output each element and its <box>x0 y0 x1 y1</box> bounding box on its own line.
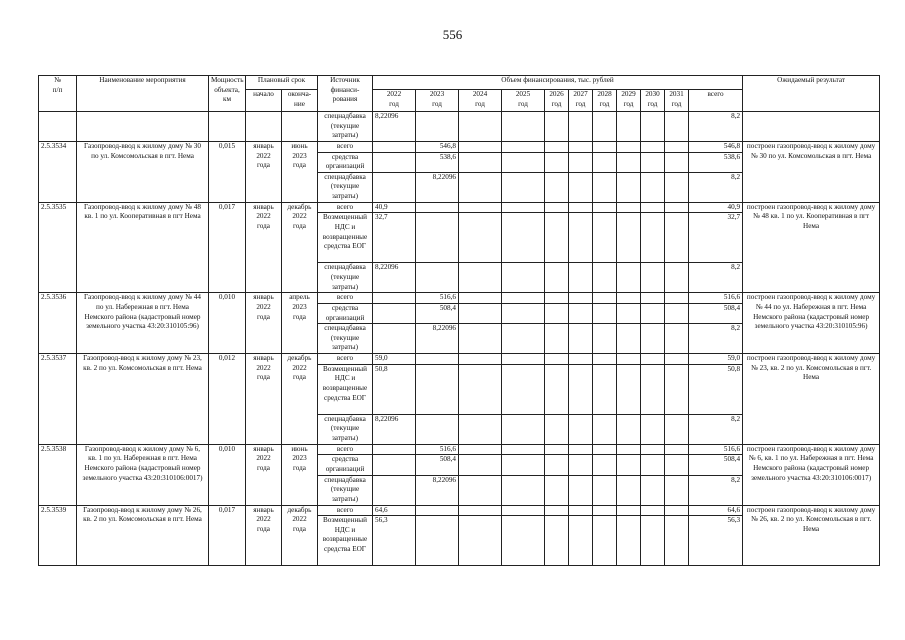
value-total: 8,2 <box>689 112 743 142</box>
value-2022 <box>373 324 416 354</box>
value-empty <box>641 444 665 455</box>
value-empty <box>593 293 617 304</box>
value-2022: 8,22096 <box>373 112 416 142</box>
funding-source: всего <box>318 444 373 455</box>
measure-name <box>77 112 209 142</box>
value-empty <box>665 303 689 323</box>
value-empty <box>569 455 593 475</box>
value-empty <box>502 303 545 323</box>
value-2023: 516,6 <box>416 293 459 304</box>
end-date: апрель 2023 года <box>282 293 318 354</box>
value-empty <box>665 414 689 444</box>
value-2023 <box>416 213 459 263</box>
value-total: 64,6 <box>689 505 743 516</box>
value-2023 <box>416 364 459 414</box>
table-row <box>39 444 880 455</box>
value-empty <box>569 364 593 414</box>
value-total: 516,6 <box>689 293 743 304</box>
value-empty <box>569 516 593 566</box>
value-empty <box>459 112 502 142</box>
capacity-value: 0,010 <box>209 444 246 505</box>
value-empty <box>665 213 689 263</box>
value-empty <box>502 354 545 365</box>
funding-source: Возмещенный НДС и возвращенные средства ЕОГ <box>318 516 373 566</box>
funding-source: спецнадбавка (текущие затраты) <box>318 172 373 202</box>
header-period: Плановый срок <box>246 76 318 90</box>
value-empty <box>459 263 502 293</box>
value-empty <box>459 172 502 202</box>
start-date: январь 2022 года <box>246 444 282 505</box>
value-2023 <box>416 354 459 365</box>
value-empty <box>502 172 545 202</box>
value-empty <box>617 202 641 213</box>
funding-source: спецнадбавка (текущие затраты) <box>318 475 373 505</box>
value-empty <box>593 455 617 475</box>
header-year-1: 2023 год <box>416 90 459 112</box>
value-2023: 508,4 <box>416 455 459 475</box>
start-date: январь 2022 года <box>246 354 282 445</box>
value-empty <box>545 414 569 444</box>
value-empty <box>593 354 617 365</box>
measure-name: Газопровод-ввод к жилому дому № 44 по ул. Набережная в пгт. Нема Немского района (кадастровый номер земельного участка 43:20:310105:96) <box>77 293 209 354</box>
value-empty <box>459 475 502 505</box>
value-empty <box>617 213 641 263</box>
header-name: Наименование мероприятия <box>77 76 209 112</box>
value-total: 546,8 <box>689 142 743 153</box>
value-empty <box>502 202 545 213</box>
value-empty <box>665 324 689 354</box>
value-empty <box>569 213 593 263</box>
value-empty <box>502 444 545 455</box>
value-empty <box>459 213 502 263</box>
value-empty <box>459 324 502 354</box>
header-start: начало <box>246 90 282 112</box>
value-empty <box>545 444 569 455</box>
value-empty <box>593 324 617 354</box>
funding-source: всего <box>318 202 373 213</box>
value-2022: 50,8 <box>373 364 416 414</box>
expected-result: построен газопровод-ввод к жилому дому № 30 по ул. Комсомольская в пгт. Нема <box>743 142 880 203</box>
capacity-value: 0,017 <box>209 202 246 293</box>
value-empty <box>641 112 665 142</box>
end-date: декабрь 2022 года <box>282 505 318 566</box>
value-empty <box>593 263 617 293</box>
value-empty <box>641 455 665 475</box>
funding-source: всего <box>318 505 373 516</box>
value-empty <box>641 213 665 263</box>
value-2023: 538,6 <box>416 152 459 172</box>
value-empty <box>502 293 545 304</box>
value-empty <box>569 354 593 365</box>
value-total: 8,2 <box>689 263 743 293</box>
header-year-4: 2026 год <box>545 90 569 112</box>
row-number: 2.5.3538 <box>39 444 77 505</box>
value-empty <box>545 364 569 414</box>
funding-source: спецнадбавка (текущие затраты) <box>318 324 373 354</box>
expected-result: построен газопровод-ввод к жилому дому № 26, кв. 2 по ул. Комсомольская в пгт. Нема <box>743 505 880 566</box>
header-year-0: 2022 год <box>373 90 416 112</box>
value-2022: 64,6 <box>373 505 416 516</box>
value-empty <box>617 364 641 414</box>
financing-table <box>38 75 880 566</box>
value-total: 8,2 <box>689 475 743 505</box>
value-2022 <box>373 303 416 323</box>
value-empty <box>593 172 617 202</box>
header-year-7: 2029 год <box>617 90 641 112</box>
value-empty <box>459 202 502 213</box>
value-empty <box>545 142 569 153</box>
funding-source: средства организаций <box>318 455 373 475</box>
header-year-3: 2025 год <box>502 90 545 112</box>
expected-result: построен газопровод-ввод к жилому дому № 23, кв. 2 по ул. Комсомольская в пгт. Нема <box>743 354 880 445</box>
value-empty <box>545 455 569 475</box>
header-year-9: 2031 год <box>665 90 689 112</box>
value-empty <box>569 172 593 202</box>
value-empty <box>459 516 502 566</box>
value-empty <box>641 202 665 213</box>
value-empty <box>545 516 569 566</box>
value-empty <box>502 505 545 516</box>
funding-source: Возмещенный НДС и возвращенные средства ЕОГ <box>318 213 373 263</box>
value-empty <box>593 202 617 213</box>
value-empty <box>545 152 569 172</box>
value-total: 516,6 <box>689 444 743 455</box>
value-empty <box>641 364 665 414</box>
value-empty <box>545 112 569 142</box>
value-empty <box>617 455 641 475</box>
value-2023 <box>416 202 459 213</box>
value-empty <box>641 263 665 293</box>
value-empty <box>593 112 617 142</box>
value-empty <box>545 263 569 293</box>
header-capacity: Мощность объекта, км <box>209 76 246 112</box>
value-empty <box>617 112 641 142</box>
funding-source: всего <box>318 354 373 365</box>
expected-result: построен газопровод-ввод к жилому дому № 48 кв. 1 по ул. Кооперативная в пгт Нема <box>743 202 880 293</box>
measure-name: Газопровод-ввод к жилому дому № 6, кв. 1 по ул. Набережная в пгт. Нема Немского района (кадастровый номер земельного участка 43:20:310106:0017) <box>77 444 209 505</box>
value-empty <box>459 142 502 153</box>
value-empty <box>545 172 569 202</box>
start-date: январь 2022 года <box>246 505 282 566</box>
value-empty <box>502 475 545 505</box>
value-empty <box>665 475 689 505</box>
value-empty <box>665 263 689 293</box>
value-empty <box>545 293 569 304</box>
measure-name: Газопровод-ввод к жилому дому № 30 по ул. Комсомольская в пгт. Нема <box>77 142 209 203</box>
header-year-8: 2030 год <box>641 90 665 112</box>
value-empty <box>569 303 593 323</box>
value-empty <box>617 303 641 323</box>
value-empty <box>665 112 689 142</box>
capacity-value: 0,012 <box>209 354 246 445</box>
value-empty <box>569 142 593 153</box>
value-empty <box>665 142 689 153</box>
header-source: Источник финанси- рования <box>318 76 373 112</box>
end-date <box>282 112 318 142</box>
value-empty <box>545 505 569 516</box>
row-number: 2.5.3537 <box>39 354 77 445</box>
capacity-value: 0,017 <box>209 505 246 566</box>
value-2023: 8,22096 <box>416 475 459 505</box>
value-empty <box>569 324 593 354</box>
value-total: 8,2 <box>689 172 743 202</box>
header-year-5: 2027 год <box>569 90 593 112</box>
value-empty <box>617 142 641 153</box>
funding-source: средства организаций <box>318 303 373 323</box>
value-empty <box>502 364 545 414</box>
value-total: 8,2 <box>689 324 743 354</box>
value-empty <box>617 152 641 172</box>
capacity-value: 0,015 <box>209 142 246 203</box>
measure-name: Газопровод-ввод к жилому дому № 48 кв. 1 по ул. Кооперативная в пгт Нема <box>77 202 209 293</box>
header-year-2: 2024 год <box>459 90 502 112</box>
header-end: оконча- ние <box>282 90 318 112</box>
row-number <box>39 112 77 142</box>
value-2023: 546,8 <box>416 142 459 153</box>
table-row <box>39 354 880 365</box>
value-empty <box>665 293 689 304</box>
value-empty <box>641 142 665 153</box>
value-empty <box>502 324 545 354</box>
value-empty <box>545 202 569 213</box>
value-empty <box>641 303 665 323</box>
value-empty <box>593 213 617 263</box>
row-number: 2.5.3539 <box>39 505 77 566</box>
value-empty <box>641 475 665 505</box>
value-2023 <box>416 414 459 444</box>
funding-source: Возмещенный НДС и возвращенные средства ЕОГ <box>318 364 373 414</box>
value-2022 <box>373 152 416 172</box>
row-number: 2.5.3534 <box>39 142 77 203</box>
header-total: всего <box>689 90 743 112</box>
value-empty <box>641 354 665 365</box>
value-empty <box>665 152 689 172</box>
value-empty <box>545 354 569 365</box>
value-2023: 516,6 <box>416 444 459 455</box>
value-empty <box>617 414 641 444</box>
value-empty <box>665 455 689 475</box>
value-empty <box>459 293 502 304</box>
header-result: Ожидаемый результат <box>743 76 880 112</box>
value-2022 <box>373 475 416 505</box>
funding-source: спецнадбавка (текущие затраты) <box>318 414 373 444</box>
value-empty <box>569 475 593 505</box>
value-total: 508,4 <box>689 303 743 323</box>
value-empty <box>593 505 617 516</box>
start-date: январь 2022 года <box>246 293 282 354</box>
value-total: 50,8 <box>689 364 743 414</box>
end-date: июнь 2023 года <box>282 444 318 505</box>
capacity-value <box>209 112 246 142</box>
end-date: июнь 2023 года <box>282 142 318 203</box>
value-empty <box>545 324 569 354</box>
table-row <box>39 293 880 304</box>
value-empty <box>569 263 593 293</box>
value-empty <box>665 354 689 365</box>
header-num: № п/п <box>39 76 77 112</box>
expected-result: построен газопровод-ввод к жилому дому № 6, кв. 1 по ул. Набережная в пгт. Нема Немского района (кадастровый номер земельного участка 43:20:310106:0017) <box>743 444 880 505</box>
value-total: 56,3 <box>689 516 743 566</box>
value-empty <box>502 414 545 444</box>
value-2022 <box>373 293 416 304</box>
value-empty <box>569 202 593 213</box>
funding-source: средства организаций <box>318 152 373 172</box>
value-empty <box>665 202 689 213</box>
header-year-6: 2028 год <box>593 90 617 112</box>
table-row <box>39 505 880 516</box>
start-date: январь 2022 года <box>246 142 282 203</box>
value-total: 8,2 <box>689 414 743 444</box>
value-empty <box>502 213 545 263</box>
end-date: декабрь 2022 года <box>282 354 318 445</box>
value-2023 <box>416 263 459 293</box>
value-empty <box>502 142 545 153</box>
value-empty <box>545 303 569 323</box>
value-empty <box>569 505 593 516</box>
capacity-value: 0,010 <box>209 293 246 354</box>
value-empty <box>617 324 641 354</box>
start-date: январь 2022 года <box>246 202 282 293</box>
header-volume: Объем финансирования, тыс. рублей <box>373 76 743 90</box>
value-empty <box>502 263 545 293</box>
value-empty <box>617 475 641 505</box>
table-row <box>39 142 880 153</box>
value-empty <box>569 112 593 142</box>
value-2022: 8,22096 <box>373 263 416 293</box>
funding-source: всего <box>318 142 373 153</box>
value-empty <box>459 414 502 444</box>
value-empty <box>569 414 593 444</box>
value-empty <box>569 152 593 172</box>
row-number: 2.5.3536 <box>39 293 77 354</box>
value-empty <box>593 364 617 414</box>
value-empty <box>665 444 689 455</box>
value-empty <box>617 293 641 304</box>
value-empty <box>459 505 502 516</box>
value-2022: 56,3 <box>373 516 416 566</box>
value-empty <box>665 516 689 566</box>
value-empty <box>593 414 617 444</box>
value-empty <box>617 172 641 202</box>
value-empty <box>593 444 617 455</box>
value-empty <box>665 505 689 516</box>
value-empty <box>617 505 641 516</box>
value-empty <box>459 444 502 455</box>
value-2022: 8,22096 <box>373 414 416 444</box>
funding-source: спецнадбавка (текущие затраты) <box>318 263 373 293</box>
value-total: 538,6 <box>689 152 743 172</box>
value-empty <box>569 444 593 455</box>
value-2023: 8,22096 <box>416 324 459 354</box>
value-empty <box>593 516 617 566</box>
value-empty <box>593 303 617 323</box>
value-empty <box>641 324 665 354</box>
expected-result: построен газопровод-ввод к жилому дому № 44 по ул. Набережная в пгт. Нема Немского района (кадастровый номер земельного участка 43:20:310105:96) <box>743 293 880 354</box>
value-2023: 508,4 <box>416 303 459 323</box>
value-empty <box>665 172 689 202</box>
value-2022: 40,9 <box>373 202 416 213</box>
page-number: 556 <box>442 27 463 42</box>
value-2023: 8,22096 <box>416 172 459 202</box>
end-date: декабрь 2022 года <box>282 202 318 293</box>
value-2023 <box>416 112 459 142</box>
value-empty <box>641 293 665 304</box>
value-empty <box>641 152 665 172</box>
start-date <box>246 112 282 142</box>
measure-name: Газопровод-ввод к жилому дому № 26, кв. 2 по ул. Комсомольская в пгт. Нема <box>77 505 209 566</box>
value-total: 59,0 <box>689 354 743 365</box>
value-empty <box>593 152 617 172</box>
value-empty <box>502 152 545 172</box>
value-total: 508,4 <box>689 455 743 475</box>
value-total: 40,9 <box>689 202 743 213</box>
value-2023 <box>416 516 459 566</box>
value-2022 <box>373 142 416 153</box>
funding-source: всего <box>318 293 373 304</box>
value-empty <box>641 516 665 566</box>
value-empty <box>459 455 502 475</box>
value-empty <box>641 172 665 202</box>
value-empty <box>502 455 545 475</box>
value-2022 <box>373 172 416 202</box>
measure-name: Газопровод-ввод к жилому дому № 23, кв. 2 по ул. Комсомольская в пгт. Нема <box>77 354 209 445</box>
value-empty <box>641 505 665 516</box>
value-empty <box>617 516 641 566</box>
table-row <box>39 202 880 213</box>
value-empty <box>459 364 502 414</box>
value-empty <box>545 213 569 263</box>
value-empty <box>569 293 593 304</box>
value-empty <box>502 516 545 566</box>
value-empty <box>459 303 502 323</box>
value-total: 32,7 <box>689 213 743 263</box>
value-empty <box>665 364 689 414</box>
value-2023 <box>416 505 459 516</box>
value-2022: 32,7 <box>373 213 416 263</box>
row-number: 2.5.3535 <box>39 202 77 293</box>
value-empty <box>545 475 569 505</box>
value-empty <box>459 152 502 172</box>
value-empty <box>617 354 641 365</box>
value-2022 <box>373 455 416 475</box>
table-row <box>39 112 880 142</box>
value-2022: 59,0 <box>373 354 416 365</box>
value-empty <box>593 142 617 153</box>
funding-source: спецнадбавка (текущие затраты) <box>318 112 373 142</box>
value-empty <box>502 112 545 142</box>
value-empty <box>641 414 665 444</box>
expected-result <box>743 112 880 142</box>
value-empty <box>459 354 502 365</box>
value-empty <box>617 444 641 455</box>
value-empty <box>617 263 641 293</box>
value-empty <box>593 475 617 505</box>
value-2022 <box>373 444 416 455</box>
